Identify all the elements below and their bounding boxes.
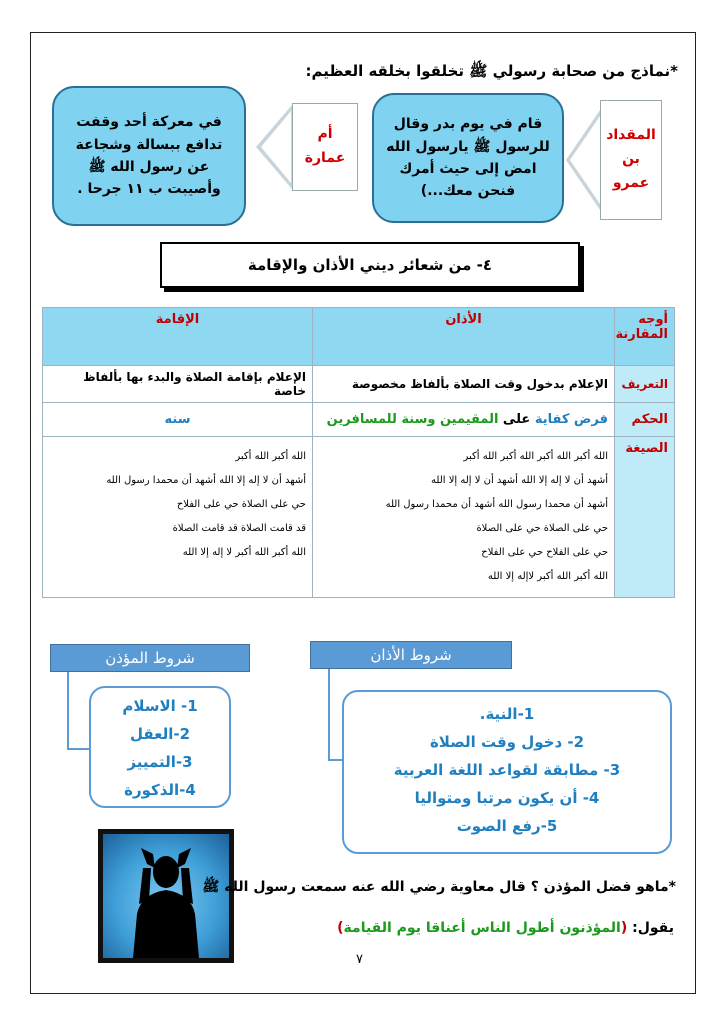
companion-story-miqdad	[372, 93, 564, 223]
muezzin-conditions-box	[89, 686, 231, 808]
virtue-question: *ماهو فضل المؤذن ؟ قال معاوية رضي الله عنه سمعت رسول الله ﷺ	[202, 879, 676, 895]
arrow-left-icon-inner	[570, 116, 600, 204]
story-line: للرسول ﷺ يارسول الله	[386, 138, 550, 155]
formula-line: قد قامت الصلاة قد قامت الصلاة	[172, 523, 306, 534]
row-label-formula: الصيغة	[615, 437, 675, 598]
section-title: ٤- من شعائر ديني الأذان والإقامة	[160, 242, 580, 288]
header-aspect: أوجه المقارنة	[615, 308, 675, 366]
name-line: بن	[622, 151, 640, 168]
list-item: 2- دخول وقت الصلاة	[429, 733, 585, 751]
header-adhan: الأذان	[313, 308, 615, 366]
story-line: فنحن معك...)	[420, 183, 516, 200]
name-line: عمارة	[304, 150, 346, 166]
connector-line	[67, 672, 89, 750]
definition-adhan: الإعلام بدخول وقت الصلاة بألفاظ مخصوصة	[313, 366, 615, 403]
table-header-row	[43, 308, 675, 366]
list-item: 3- مطابقة لقواعد اللغة العربية	[393, 761, 621, 779]
hadith-quote: المؤذنون أطول الناس أعناقا يوم القيامة	[343, 920, 621, 936]
formula-adhan	[313, 437, 615, 598]
companion-name-miqdad	[600, 100, 662, 220]
story-line: في معركة أحد وقفت	[76, 114, 222, 131]
story-line: تدافع ببسالة وشجاعة	[75, 136, 223, 153]
story-line: امض إلى حيث أمرك	[399, 161, 537, 177]
header-iqama: الإقامة	[43, 308, 313, 366]
list-item: 1-النية.	[479, 705, 535, 723]
adhan-conditions-title: شروط الأذان	[310, 641, 512, 669]
companion-name-umm-amara	[292, 103, 358, 191]
list-item: 1- الاسلام	[122, 697, 198, 715]
table-row	[43, 366, 675, 403]
ruling-part: المقيمين	[439, 412, 499, 427]
list-item: 4- أن يكون مرتبا ومتواليا	[414, 789, 600, 807]
formula-line: حي على الصلاة حي على الفلاح	[176, 499, 306, 510]
page-number: ٧	[356, 952, 363, 967]
formula-line: الله أكبر الله أكبر لاإله إلا الله	[487, 571, 608, 582]
name-line: أم	[317, 126, 333, 143]
story-line: قام في يوم بدر وقال	[393, 116, 543, 133]
ruling-iqama: سنه	[43, 403, 313, 437]
ruling-part: على	[498, 412, 535, 427]
formula-line: الله أكبر الله أكبر	[235, 451, 306, 462]
formula-line: الله أكبر الله أكبر الله أكبر الله أكبر	[463, 451, 608, 462]
row-label-ruling: الحكم	[615, 403, 675, 437]
ruling-part: وسنة للمسافرين	[326, 412, 440, 427]
comparison-table	[42, 307, 675, 598]
story-line: وأصيبت ب ١١ جرحا .	[77, 181, 221, 198]
formula-iqama	[43, 437, 313, 598]
name-line: المقداد	[606, 127, 656, 144]
list-item: 5-رفع الصوت	[456, 817, 558, 835]
ruling-adhan	[313, 403, 615, 437]
formula-line: حي على الفلاح حي على الفلاح	[481, 547, 608, 558]
formula-line: الله أكبر الله أكبر لا إله إلا الله	[182, 547, 306, 558]
table-row	[43, 437, 675, 598]
table-row	[43, 403, 675, 437]
row-label-definition: التعريف	[615, 366, 675, 403]
formula-line: أشهد أن لا إله إلا الله أشهد أن لا إله إلا الله	[431, 475, 608, 486]
list-item: 4-الذكورة	[124, 781, 196, 799]
paren-open: (	[620, 920, 628, 936]
formula-line: حي على الصلاة حي على الصلاة	[476, 523, 608, 534]
virtue-answer	[337, 920, 674, 936]
arrow-left-icon-inner	[261, 111, 291, 183]
list-item: 3-التمييز	[127, 753, 193, 771]
name-line: عمرو	[612, 174, 650, 191]
paren-close: )	[337, 920, 344, 936]
virtue-lead: يقول:	[627, 920, 674, 936]
story-line: عن رسول الله ﷺ	[88, 159, 210, 175]
muezzin-conditions-title: شروط المؤذن	[50, 644, 250, 672]
list-item: 2-العقل	[129, 725, 191, 743]
formula-line: أشهد أن محمدا رسول الله أشهد أن محمدا رسول الله	[385, 499, 608, 510]
ruling-part: فرض كفاية	[534, 412, 608, 427]
companion-story-umm-amara	[52, 86, 246, 226]
formula-line: أشهد أن لا إله إلا الله أشهد أن محمدا رسول الله	[106, 475, 306, 486]
intro-heading: *نماذج من صحابة رسولي ﷺ تخلقوا بخلقه العظيم:	[305, 62, 678, 80]
definition-iqama: الإعلام بإقامة الصلاة والبدء بها بألفاظ خاصة	[43, 366, 313, 403]
adhan-conditions-box	[342, 690, 672, 854]
